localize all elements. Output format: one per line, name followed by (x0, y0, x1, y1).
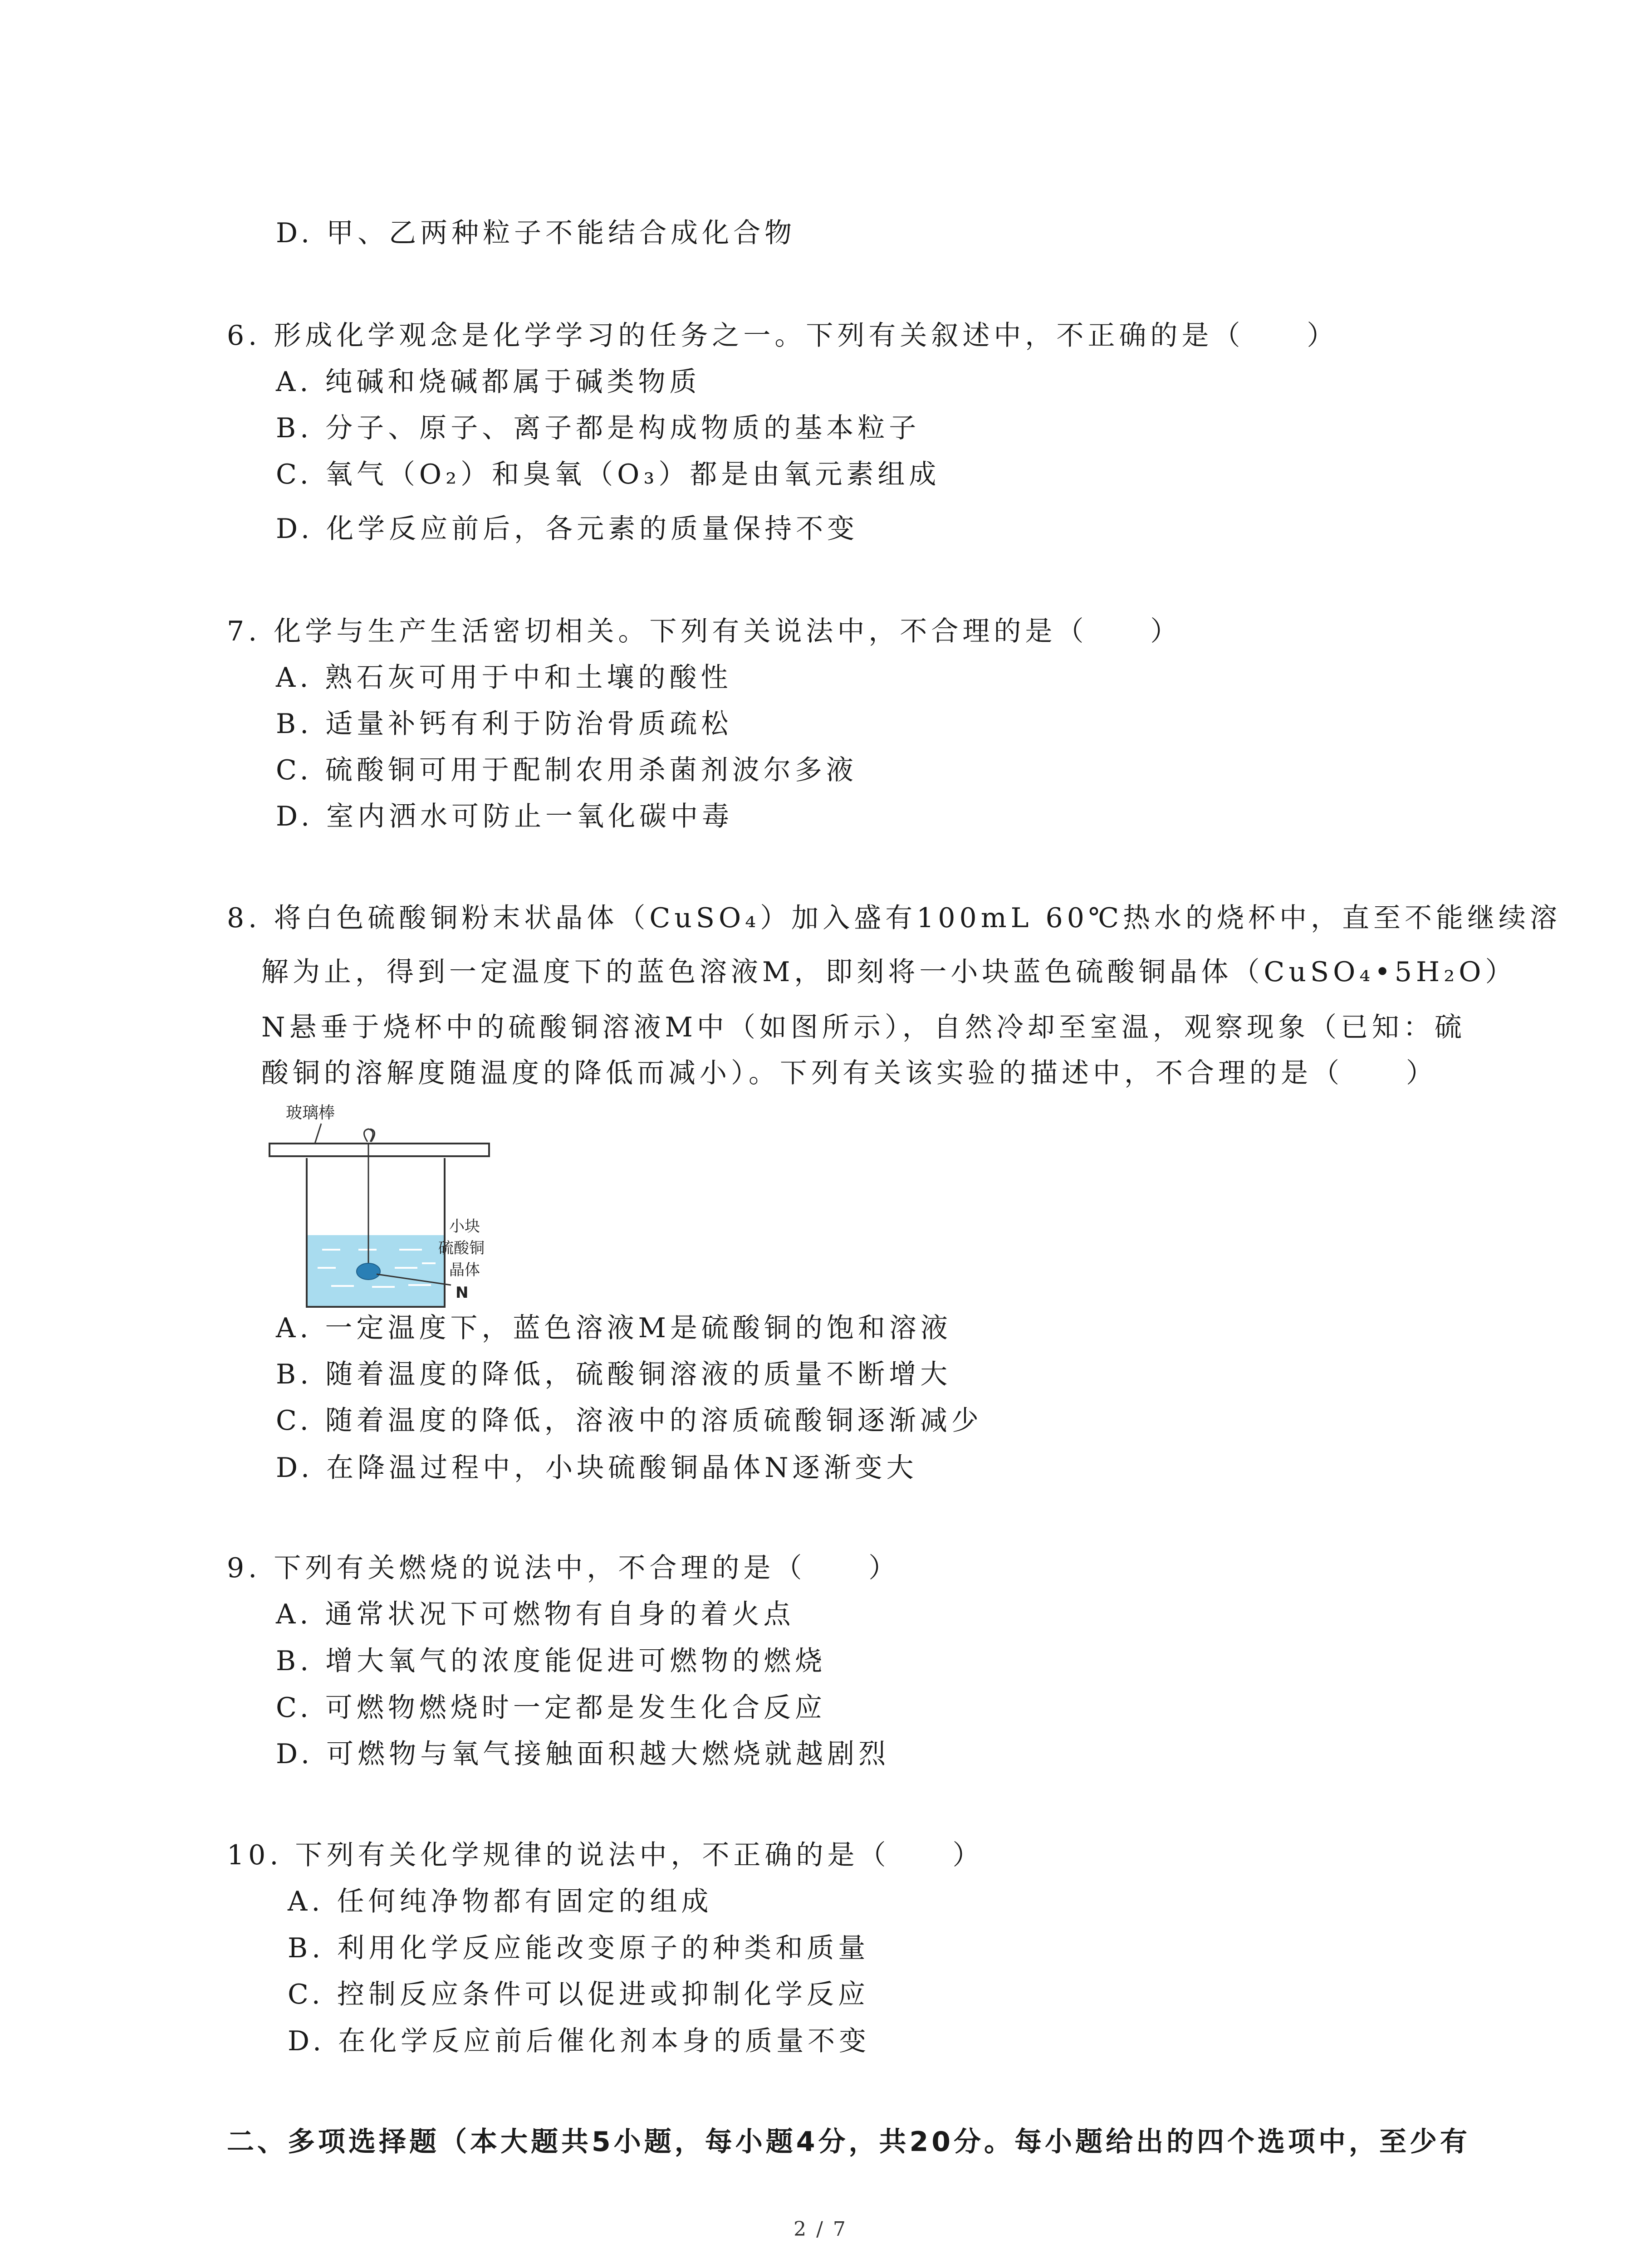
q9-option-b: B. 增大氧气的浓度能促进可燃物的燃烧 (276, 1645, 827, 1677)
q10-option-a: A. 任何纯净物都有固定的组成 (288, 1886, 713, 1917)
beaker-figure (268, 1100, 513, 1322)
q7-option-c: C. 硫酸铜可用于配制农用杀菌剂波尔多液 (276, 754, 857, 786)
q7-option-d: D. 室内洒水可防止一氧化碳中毒 (276, 801, 734, 832)
q10-option-c: C. 控制反应条件可以促进或抑制化学反应 (288, 1979, 869, 2010)
q6-stem: 6. 形成化学观念是化学学习的任务之一。下列有关叙述中，不正确的是（ ） (227, 320, 1338, 352)
q5-option-d: D. 甲、乙两种粒子不能结合成化合物 (276, 217, 796, 249)
q8-stem-line-3: N悬垂于烧杯中的硫酸铜溶液M中（如图所示），自然冷却至室温，观察现象（已知：硫 (261, 1012, 1466, 1043)
q8-option-b: B. 随着温度的降低，硫酸铜溶液的质量不断增大 (276, 1359, 952, 1390)
q10-stem: 10. 下列有关化学规律的说法中，不正确的是（ ） (227, 1839, 984, 1871)
q9-option-c: C. 可燃物燃烧时一定都是发生化合反应 (276, 1692, 826, 1724)
q9-option-d: D. 可燃物与氧气接触面积越大燃烧就越剧烈 (276, 1738, 890, 1770)
rod-label-leader (315, 1124, 321, 1144)
glass-rod (269, 1144, 489, 1156)
q6-option-c: C. 氧气（O₂）和臭氧（O₃）都是由氧元素组成 (276, 459, 941, 490)
q10-option-d: D. 在化学反应前后催化剂本身的质量不变 (288, 2025, 871, 2057)
crystal-label-line-1: 小块 (449, 1217, 480, 1236)
q8-option-a: A. 一定温度下，蓝色溶液M是硫酸铜的饱和溶液 (276, 1312, 952, 1344)
q7-option-a: A. 熟石灰可用于中和土壤的酸性 (276, 662, 732, 694)
page-number: 2 / 7 (794, 2218, 847, 2241)
q8-stem-line-1: 8. 将白色硫酸铜粉末状晶体（CuSO₄）加入盛有100mL 60℃热水的烧杯中，直至不能继续溶 (227, 902, 1562, 934)
section-2-heading: 二、多项选择题（本大题共5小题，每小题4分，共20分。每小题给出的四个选项中，至少有 (227, 2126, 1470, 2158)
q8-stem-line-2: 解为止，得到一定温度下的蓝色溶液M，即刻将一小块蓝色硫酸铜晶体（CuSO₄•5H₂O） (261, 956, 1517, 988)
q9-option-a: A. 通常状况下可燃物有自身的着火点 (276, 1598, 795, 1630)
q6-option-b: B. 分子、原子、离子都是构成物质的基本粒子 (276, 412, 921, 444)
crystal-label-line-2: 硫酸铜 (438, 1239, 485, 1257)
q8-stem-line-4: 酸铜的溶解度随温度的降低而减小）。下列有关该实验的描述中，不合理的是（ ） (261, 1057, 1437, 1089)
q6-option-a: A. 纯碱和烧碱都属于碱类物质 (276, 366, 701, 398)
crystal-label-line-3: 晶体 (449, 1261, 480, 1279)
q7-stem: 7. 化学与生产生活密切相关。下列有关说法中，不合理的是（ ） (227, 616, 1182, 647)
q8-option-d: D. 在降温过程中，小块硫酸铜晶体N逐渐变大 (276, 1452, 918, 1484)
crystal-label-line-4: N (456, 1284, 469, 1302)
glass-rod-label: 玻璃棒 (286, 1104, 335, 1122)
q9-stem: 9. 下列有关燃烧的说法中，不合理的是（ ） (227, 1552, 900, 1584)
string-knot (364, 1129, 374, 1142)
q8-option-c: C. 随着温度的降低，溶液中的溶质硫酸铜逐渐减少 (276, 1405, 983, 1437)
copper-sulfate-crystal-n (357, 1263, 380, 1280)
q6-option-d: D. 化学反应前后，各元素的质量保持不变 (276, 513, 859, 545)
q7-option-b: B. 适量补钙有利于防治骨质疏松 (276, 708, 733, 740)
q10-option-b: B. 利用化学反应能改变原子的种类和质量 (288, 1932, 870, 1964)
